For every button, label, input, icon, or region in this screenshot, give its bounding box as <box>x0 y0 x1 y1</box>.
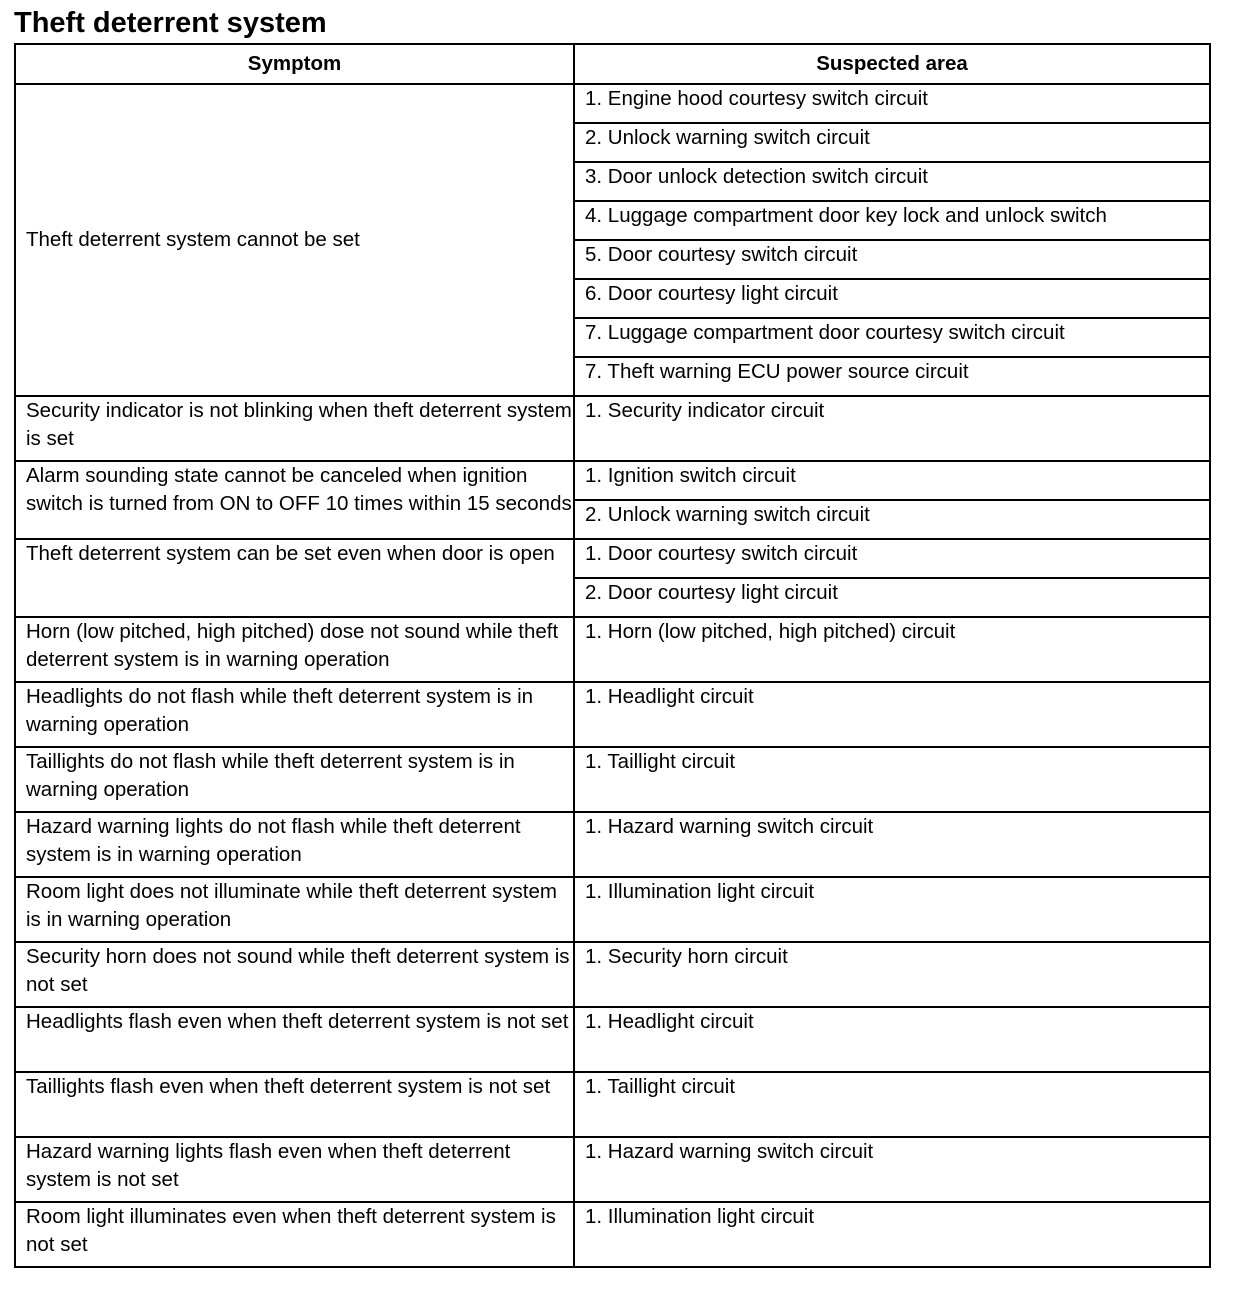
table-row <box>15 617 1210 682</box>
table-row <box>15 682 1210 747</box>
suspected-area-cell: 1. Engine hood courtesy switch circuit <box>574 84 1210 123</box>
symptom-cell: Horn (low pitched, high pitched) dose not sound while theft deterrent system is in warning operation <box>15 617 574 682</box>
symptom-cell: Hazard warning lights flash even when theft deterrent system is not set <box>15 1137 574 1202</box>
suspected-area-cell: 2. Unlock warning switch circuit <box>574 123 1210 162</box>
symptom-cell: Taillights do not flash while theft deterrent system is in warning operation <box>15 747 574 812</box>
table-row <box>15 812 1210 877</box>
table-row <box>15 539 1210 578</box>
troubleshooting-table <box>14 43 1211 1268</box>
page-title: Theft deterrent system <box>14 7 327 39</box>
table-row <box>15 1072 1210 1137</box>
suspected-area-cell: 2. Unlock warning switch circuit <box>574 500 1210 539</box>
suspected-area-cell: 1. Horn (low pitched, high pitched) circuit <box>574 617 1210 682</box>
symptom-cell: Room light illuminates even when theft deterrent system is not set <box>15 1202 574 1267</box>
table-row <box>15 942 1210 1007</box>
suspected-area-column-header: Suspected area <box>574 44 1210 84</box>
symptom-cell: Room light does not illuminate while theft deterrent system is in warning operation <box>15 877 574 942</box>
suspected-area-cell: 1. Security indicator circuit <box>574 396 1210 461</box>
table-row <box>15 396 1210 461</box>
table-row <box>15 461 1210 500</box>
symptom-cell: Hazard warning lights do not flash while theft deterrent system is in warning operation <box>15 812 574 877</box>
table-row <box>15 1137 1210 1202</box>
symptom-cell: Taillights flash even when theft deterrent system is not set <box>15 1072 574 1137</box>
suspected-area-cell: 1. Illumination light circuit <box>574 1202 1210 1267</box>
table-row <box>15 877 1210 942</box>
symptom-cell: Theft deterrent system cannot be set <box>15 84 574 396</box>
suspected-area-cell: 7. Luggage compartment door courtesy switch circuit <box>574 318 1210 357</box>
suspected-area-cell: 1. Headlight circuit <box>574 682 1210 747</box>
suspected-area-cell: 1. Hazard warning switch circuit <box>574 812 1210 877</box>
suspected-area-cell: 4. Luggage compartment door key lock and unlock switch <box>574 201 1210 240</box>
symptom-cell: Headlights do not flash while theft deterrent system is in warning operation <box>15 682 574 747</box>
symptom-column-header: Symptom <box>15 44 574 84</box>
suspected-area-cell: 1. Taillight circuit <box>574 1072 1210 1137</box>
header-row <box>15 44 1210 84</box>
suspected-area-cell: 1. Headlight circuit <box>574 1007 1210 1072</box>
table-row <box>15 1202 1210 1267</box>
suspected-area-cell: 1. Ignition switch circuit <box>574 461 1210 500</box>
suspected-area-cell: 5. Door courtesy switch circuit <box>574 240 1210 279</box>
table-row <box>15 747 1210 812</box>
suspected-area-cell: 1. Security horn circuit <box>574 942 1210 1007</box>
suspected-area-cell: 1. Illumination light circuit <box>574 877 1210 942</box>
suspected-area-cell: 2. Door courtesy light circuit <box>574 578 1210 617</box>
suspected-area-cell: 6. Door courtesy light circuit <box>574 279 1210 318</box>
suspected-area-cell: 1. Hazard warning switch circuit <box>574 1137 1210 1202</box>
table-body <box>15 84 1210 1267</box>
symptom-cell: Theft deterrent system can be set even when door is open <box>15 539 574 617</box>
suspected-area-cell: 1. Door courtesy switch circuit <box>574 539 1210 578</box>
table-row <box>15 84 1210 123</box>
symptom-cell: Alarm sounding state cannot be canceled when ignition switch is turned from ON to OFF 10 times within 15 seconds <box>15 461 574 539</box>
suspected-area-cell: 3. Door unlock detection switch circuit <box>574 162 1210 201</box>
symptom-cell: Security indicator is not blinking when theft deterrent system is set <box>15 396 574 461</box>
suspected-area-cell: 7. Theft warning ECU power source circuit <box>574 357 1210 396</box>
symptom-cell: Headlights flash even when theft deterrent system is not set <box>15 1007 574 1072</box>
suspected-area-cell: 1. Taillight circuit <box>574 747 1210 812</box>
table-row <box>15 1007 1210 1072</box>
symptom-cell: Security horn does not sound while theft deterrent system is not set <box>15 942 574 1007</box>
